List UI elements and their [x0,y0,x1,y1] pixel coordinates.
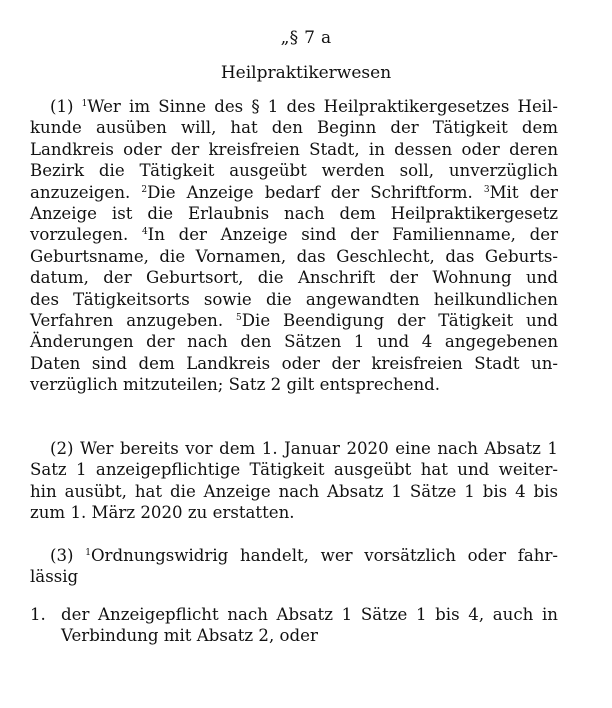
paragraph-1-line: Bezirk die Tätigkeit ausgeübt werden soll, unverzüglich [30,161,558,181]
sentence-number: 2 [141,184,148,195]
sentence-number: 1 [85,548,91,558]
paragraph-3-line: (3) $^1$Ordnungswidrig handelt, wer vorsätzlich oder fahr- [50,546,558,565]
paragraph-2-line: (2) Wer bereits vor dem 1. Januar 2020 eine nach Absatz 1 [50,439,558,458]
paragraph-1-line: anzuzeigen. $^2$Die Anzeige bedarf der Schriftform. $^3$Mit der [30,182,558,202]
paragraph-1-line: Daten sind dem Landkreis oder der kreisfreien Stadt un- [30,353,558,373]
paragraph-1-line: vorzulegen. $^4$In der Anzeige sind der Familienname, der [30,225,558,245]
sentence-number: 3 [483,184,490,195]
list-item-line: Verbindung mit Absatz 2, oder [61,626,318,646]
paragraph-1-line: (1) $^1$Wer im Sinne des § 1 des Heilpraktikergesetzes Heil- [50,97,559,116]
paragraph-1-line: Verfahren anzugeben. $^5$Die Beendigung der Tätigkeit und [30,311,559,331]
list-item-number: 1. [30,605,46,624]
paragraph-1-line: Änderungen der nach den Sätzen 1 und 4 angegebenen [30,332,558,352]
paragraph-2-line: Satz 1 anzeigepflichtige Tätigkeit ausgeübt hat und weiter- [30,460,558,480]
paragraph-1-line: Geburtsname, die Vornamen, das Geschlecht, das Geburts- [30,246,558,266]
paragraph-1 [30,96,558,396]
list-item-text [61,604,558,647]
sentence-number: 1 [81,99,88,109]
paragraph-2-line: hin ausübt, hat die Anzeige nach Absatz 1 Sätze 1 bis 4 bis [30,481,558,501]
paragraph-1-line: Anzeige ist die Erlaubnis nach dem Heilpraktikergesetz [30,204,558,224]
paragraph-1-line: des Tätigkeitsorts sowie die angewandten heilkundlichen [30,289,558,309]
section-heading: „§ 7 a [280,28,332,48]
paragraph-1-line: kunde ausüben will, hat den Beginn der Tätigkeit dem [30,118,558,138]
list-item-line: der Anzeigepflicht nach Absatz 1 Sätze 1 bis 4, auch in [61,605,558,624]
paragraph-1-line: Landkreis oder der kreisfreien Stadt, in dessen oder deren [30,139,558,159]
paragraph-2 [30,438,558,524]
section-title: Heilpraktikerwesen [220,63,392,83]
sentence-number: 4 [141,227,148,238]
sentence-number: 5 [235,313,242,324]
paragraph-3 [30,545,558,588]
paragraph-1-line: verzüglich mitzuteilen; Satz 2 gilt entsprechend. [30,375,441,395]
paragraph-1-line: datum, der Geburtsort, die Anschrift der Wohnung und [30,268,558,288]
paragraph-2-line: zum 1. März 2020 zu erstatten. [30,503,295,523]
paragraph-3-line: lässig [30,567,79,587]
